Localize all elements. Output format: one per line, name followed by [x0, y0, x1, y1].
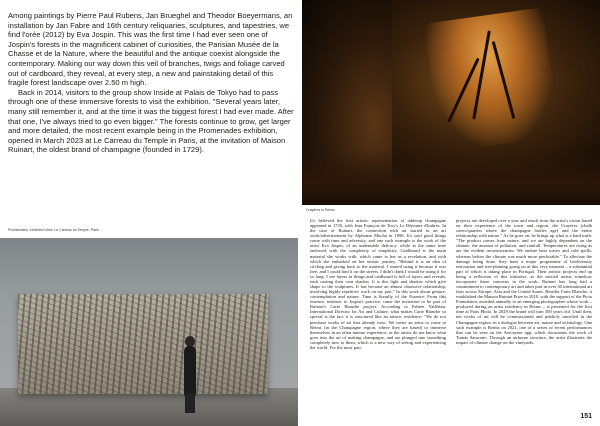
intro-paragraph-1: Among paintings by Pierre Paul Rubens, Jan Brueghel and Theodor Boeyermans, an installation by Jan Fabre and 16th century reliquaries, sculptures, and tapestries, we find l'orée (2012) by Eva Jospin. This was the first time I had ever seen one of Jospin's forests in the magnificent cabinet of curiosities, the Parisian Musée de la Chasse et de la Nature, where the beautiful and the antique coexist alongside the contemporary. Making our way down this veil of branches, twigs and foliage carved out of cardboard, they reveal, at every step, a new and painstaking detail of this fragile forest landscape over 2.50 m high.	[8, 11, 293, 88]
cardboard-forest-panel	[18, 294, 268, 394]
left-photo-caption: Promenades, exhibition view. Le Carreau du Temple, Paris	[8, 228, 99, 232]
right-photo-caption: Crayères in Reims	[306, 208, 335, 212]
intro-text	[8, 11, 294, 155]
body-column-1-text: It's believed the first artistic representation of tabletop champagne appeared in 1735, with Jean François de Troy's Le Déjeuner d'huîtres. In the case of Ruinart, the connection with art started in an art work/advertisement by Alphonse Mucha in 1896. It's said good things come with time and adversity, and one such example is the work of the artist Eva Jospin, of an undeniable delicacy, while at the same time endowed with the complexity of simplicity. Cardboard is the main material she works with, which came to her as a revelation, and with which she embarked on her artistic journey. "Behind it is an idea of circling and giving back to the material. I started using it because it was free, and I could find it on the streets. I didn't think I would be using it for so long. I see layers in things and cardboard is full of layers and reveals, each casting their own shadow. It is this light and shadow which give shape to the sculptures. It has become an almost obsessive relationship, involving highly repetitive work on my part." In this work about gesture, contemplation and nature, Time is literally of the Essence. From this essence, intrinsic to Jospin's practice, came the invitation to be part of Ruinart's Carte Blanche project. According to Fabien Vallérian, International Director for Art and Culture, what makes Carte Blanche so special is the fact it is structured like an artistic residence: "We do not purchase works of art that already exist. We invite an artist to come to Reims (in the Champagne region, where they are based) to immerse themselves in an often intense experience, as the artists do not know what goes into the art of making champagne, and are plunged into something completely new to them, which is a new way of seeing and experiencing the world. For the most part,	[310, 218, 446, 350]
gallery-photo	[0, 238, 298, 426]
body-column-2-text: projects are developed over a year and result from the artist's vision based on their experience of the town and region, the Crayères (chalk caves/quarries where the champagne bottles age) and the entire relationship with nature." As he goes on, he brings up what is a hard truth: "The product comes from nature, and we are highly dependent on the climate, the amount of pollution, and rainfall. Temperatures are rising as are the evident inconsistencies. We endure heat waves and cold spells, whereas before the climate was much more predictable." To alleviate the damage being done, they have a major programme of biodiversity restoration and tree-planting going on at this very moment – a substantial part of which is taking place in Portugal. Their artistic projects end up being a reflection of this initiative, as the invited artists somehow incorporate these concerns in the work. Ruinart has long had a commitment to contemporary art and takes part in over 30 international art fairs across Europe, Asia and the United States. Besides Carte Blanche, it established the Maison Ruinart Prize in 2018, with the support of the Picto Foundation, awarded annually to an emerging photographer whose work – produced during an artist residency in Reims – is presented for the first time at Paris Photo. In 2029 the brand will turn 300 years old. Until then, ten works of art will be commissioned and publicly unveiled in the Champagne region, in a dialogue between art, nature and technology. One such example is Reims on 2021, one of a series of recent performances that can be seen on the Aerosense app, which documents the work of Tomás Saraceno. Through an airborne structure, the artist illustrates the impact of climate change on the vineyards.	[456, 218, 592, 345]
page-number: 151	[580, 413, 592, 420]
body-column-2	[456, 218, 592, 345]
visitor-body	[184, 346, 196, 396]
visitor-legs	[185, 393, 195, 413]
lit-sculpture-glow	[424, 7, 561, 152]
body-column-1	[310, 218, 446, 350]
cave-floor	[302, 150, 600, 205]
chalk-cellar-photo	[302, 0, 600, 205]
intro-paragraph-2: Back in 2014, visitors to the group show Inside at Palais de Tokyo had to pass through one of these immersive forests to visit the exhibition. "Several years later, many still remember it, and at the time it was the biggest forest I had ever made. After that one, I've always tried to go even bigger." The forests continue to grow, get larger and more detailed, the most recent example being in the Promenades exhibition, opened in March 2023 at Le Carreau du Temple in Paris, at the invitation of Maison Ruinart, the oldest brand of champagne (founded in 1729).	[8, 87, 294, 155]
